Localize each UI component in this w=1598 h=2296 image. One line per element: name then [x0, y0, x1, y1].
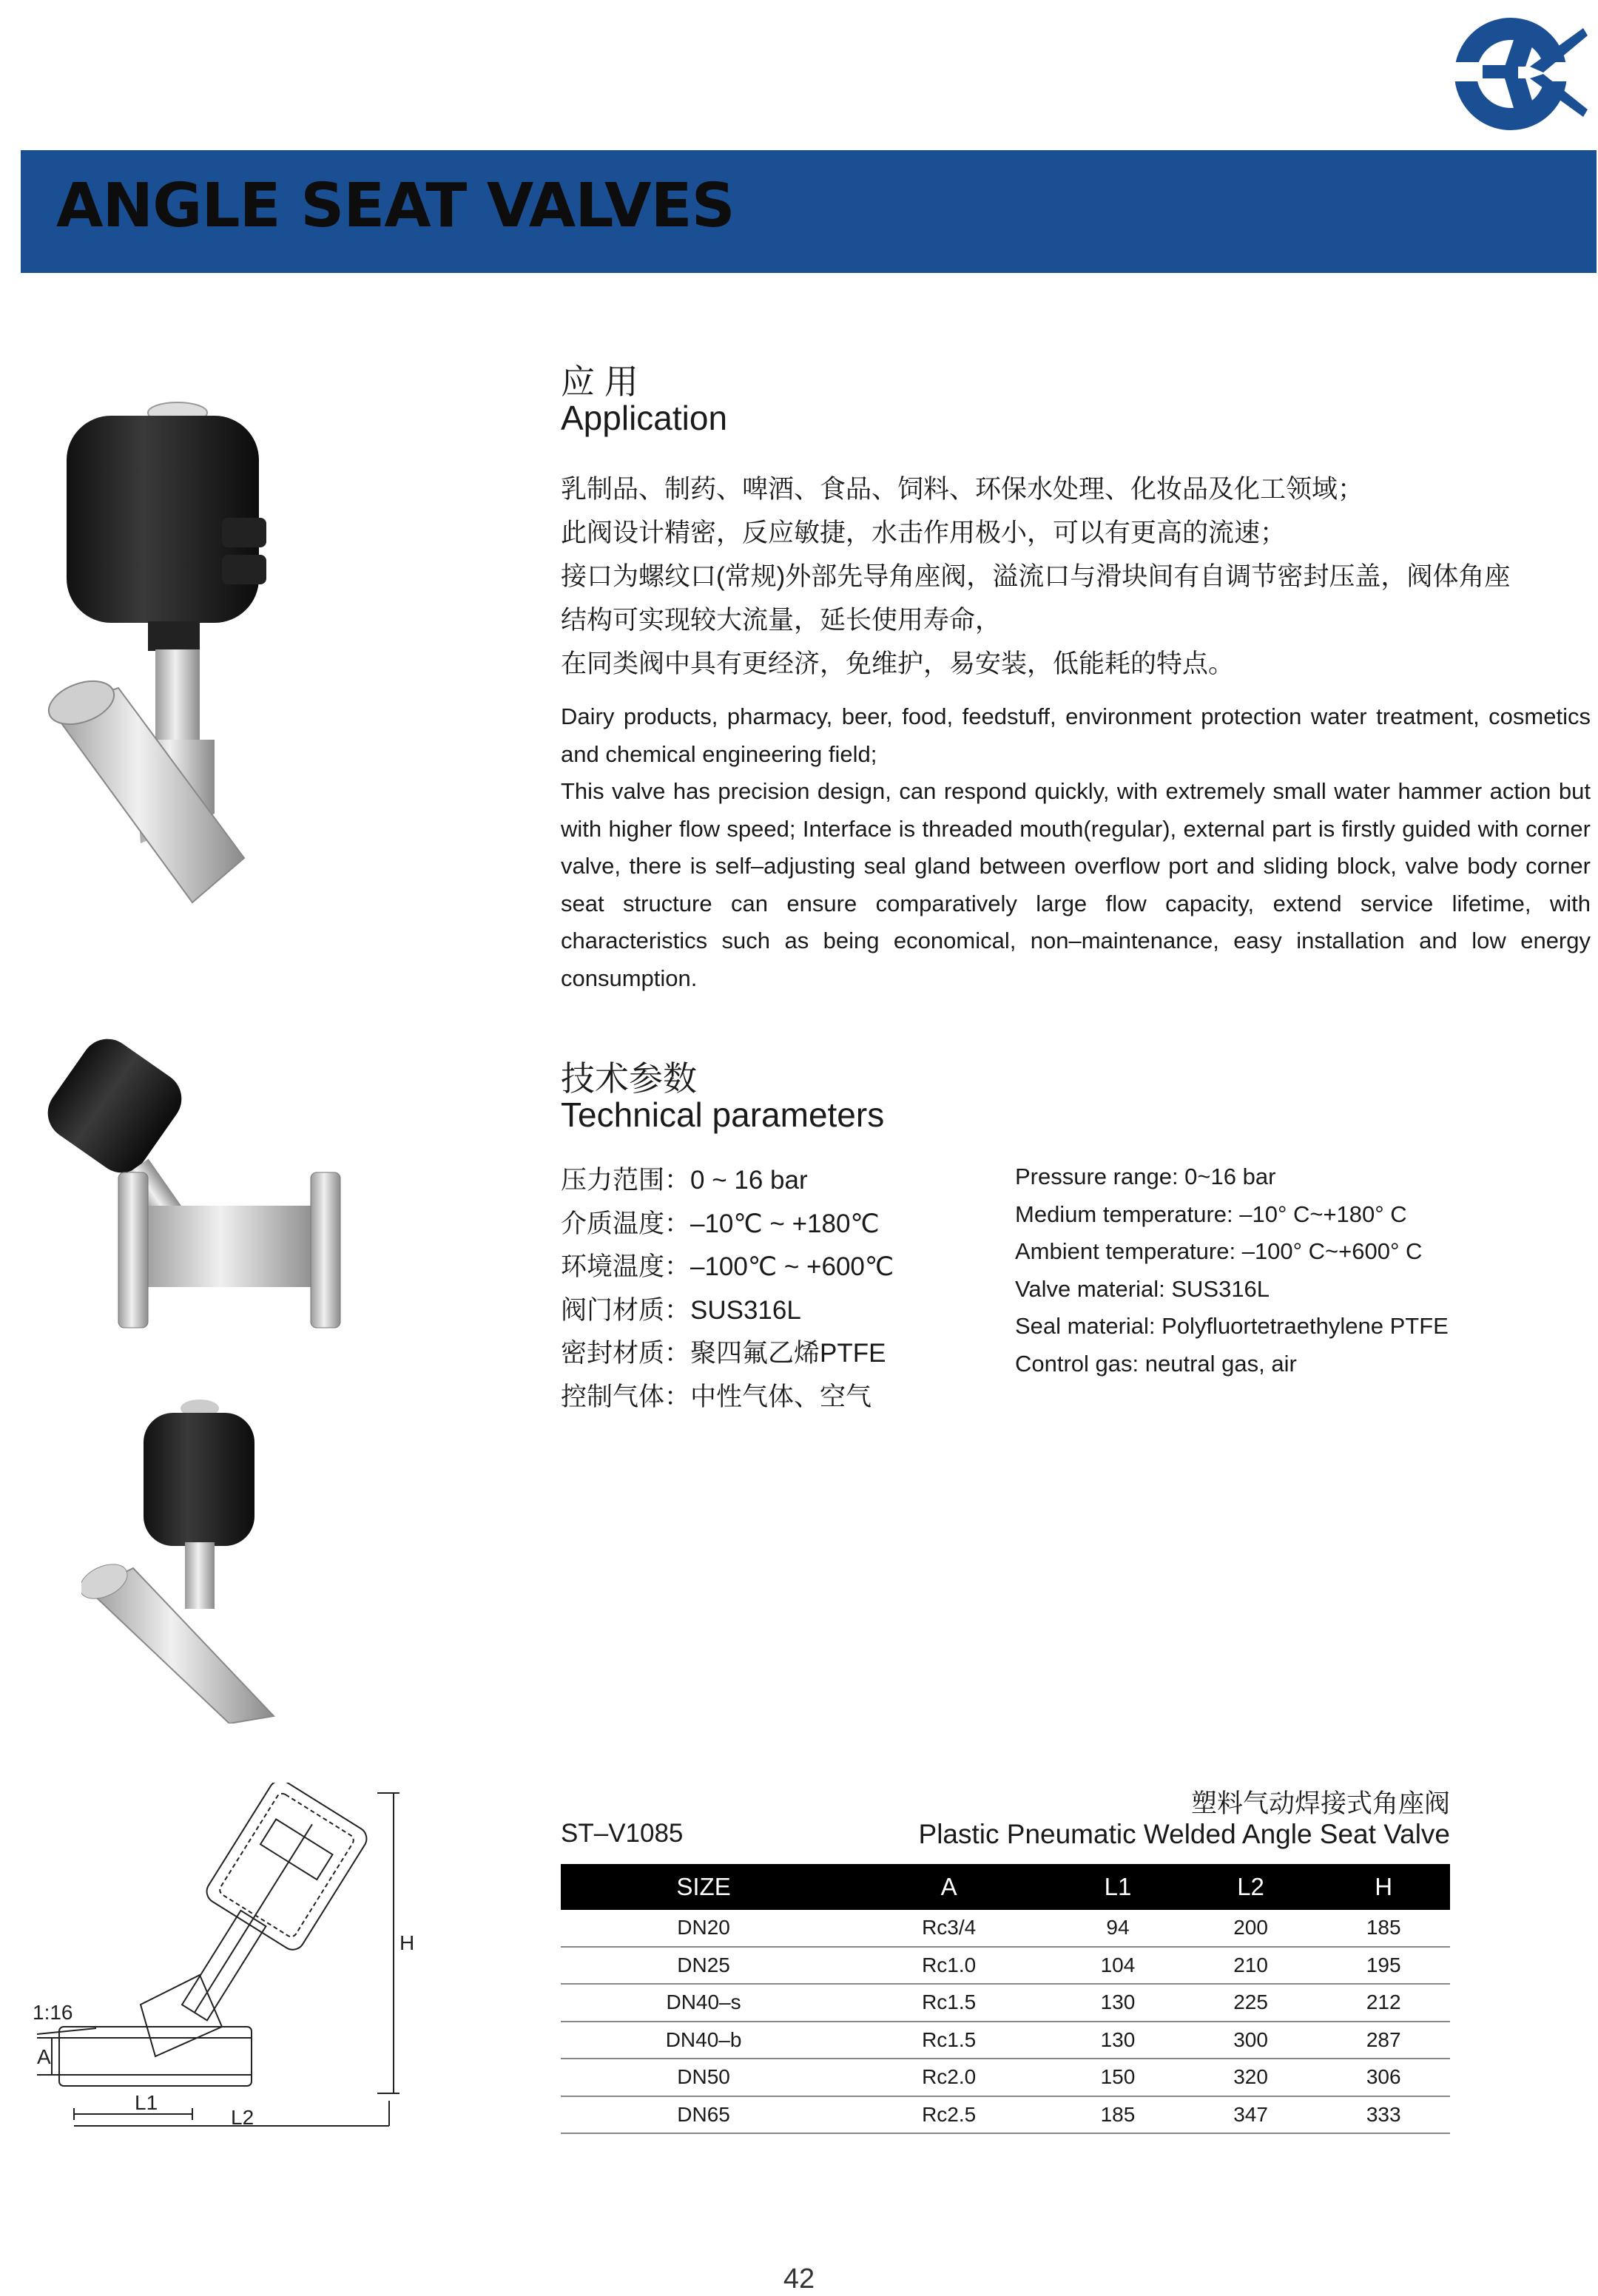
param-en: Pressure range: 0~16 bar: [1015, 1164, 1276, 1189]
table-cell: Rc1.0: [846, 1947, 1051, 1985]
table-row: [561, 2022, 1450, 2059]
table-cell: 130: [1051, 1984, 1184, 2022]
table-cell: Rc1.5: [846, 2022, 1051, 2059]
dimension-table: [561, 1864, 1450, 2134]
application-heading-en: Application: [561, 399, 728, 437]
technical-params-cn: [561, 1159, 894, 1419]
param-cn: 介质温度：–10℃ ~ +180℃: [561, 1209, 880, 1238]
param-en: Seal material: Polyfluortetraethylene PTFE: [1015, 1313, 1449, 1339]
param-en: Valve material: SUS316L: [1015, 1275, 1270, 1302]
technical-heading-en: Technical parameters: [561, 1095, 885, 1134]
product-title-cn: 塑料气动焊接式角座阀: [1190, 1789, 1450, 1818]
valve-dimension-drawing: [30, 1783, 429, 2127]
column-header: L1: [1051, 1864, 1184, 1910]
table-row: [561, 2096, 1450, 2134]
technical-params-en: [1015, 1158, 1449, 1382]
drawing-label-slope: 1:16: [33, 2001, 73, 2024]
table-cell: DN65: [561, 2096, 846, 2134]
table-cell: 347: [1184, 2096, 1318, 2134]
threaded-valve-photo: [37, 399, 289, 932]
flanged-valve-photo: [44, 1036, 370, 1331]
table-cell: 300: [1184, 2022, 1318, 2059]
page-number: 42: [783, 2263, 815, 2295]
technical-heading-cn: 技术参数: [561, 1059, 697, 1098]
product-title-en: Plastic Pneumatic Welded Angle Seat Valve: [918, 1819, 1450, 1849]
table-cell: 333: [1317, 2096, 1450, 2134]
table-cell: Rc1.5: [846, 1984, 1051, 2022]
param-cn: 压力范围：0 ~ 16 bar: [561, 1166, 808, 1195]
title-banner: [21, 150, 1597, 273]
application-heading-cn: 应 用: [561, 362, 638, 401]
application-paragraph-en: Dairy products, pharmacy, beer, food, feedstuff, environment protection water treatment, cosmetics and chemical engineering field;: [561, 703, 1591, 767]
param-en: Ambient temperature: –100° C~+600° C: [1015, 1238, 1423, 1264]
drawing-label-a: A: [37, 2045, 51, 2068]
application-paragraph-en: This valve has precision design, can respond quickly, with extremely small water hammer action but with higher flow speed; Interface is threaded mouth(regular), external part is firstly guided with corner valve, there is self–adjusting seal gland between overflow port and sliding block, valve body corner seat structure can ensure comparatively large flow capacity, extend service lifetime, with characteristics such as being economical, non–maintenance, easy installation and low energy consumption.: [561, 778, 1591, 991]
table-cell: DN50: [561, 2059, 846, 2096]
application-line-cn: 乳制品、制药、啤酒、食品、饲料、环保水处理、化妆品及化工领域；: [561, 475, 1364, 504]
param-cn: 控制气体：中性气体、空气: [561, 1382, 872, 1411]
column-header: A: [846, 1864, 1051, 1910]
param-cn: 环境温度：–100℃ ~ +600℃: [561, 1252, 894, 1281]
table-row: [561, 1910, 1450, 1947]
application-text-en: [561, 698, 1591, 997]
table-cell: 150: [1051, 2059, 1184, 2096]
drawing-label-l2: L2: [231, 2106, 254, 2127]
param-en: Medium temperature: –10° C~+180° C: [1015, 1201, 1407, 1227]
drawing-label-l1: L1: [135, 2091, 158, 2114]
table-cell: 185: [1051, 2096, 1184, 2134]
clamp-valve-photo: [81, 1398, 318, 1723]
table-cell: 210: [1184, 1947, 1318, 1985]
company-logo: [1443, 13, 1591, 135]
table-cell: Rc3/4: [846, 1910, 1051, 1947]
application-line-cn: 接口为螺纹口(常规)外部先导角座阀，溢流口与滑块间有自调节密封压盖，阀体角座: [561, 562, 1511, 591]
table-row: [561, 1984, 1450, 2022]
param-cn: 密封材质：聚四氟乙烯PTFE: [561, 1339, 886, 1368]
table-cell: DN20: [561, 1910, 846, 1947]
table-cell: 287: [1317, 2022, 1450, 2059]
param-cn: 阀门材质：SUS316L: [561, 1295, 801, 1325]
table-cell: Rc2.0: [846, 2059, 1051, 2096]
table-cell: 130: [1051, 2022, 1184, 2059]
page-title: ANGLE SEAT VALVES: [56, 171, 735, 241]
table-cell: 104: [1051, 1947, 1184, 1985]
table-cell: DN25: [561, 1947, 846, 1985]
application-line-cn: 此阀设计精密，反应敏捷，水击作用极小，可以有更高的流速；: [561, 519, 1287, 547]
column-header: H: [1317, 1864, 1450, 1910]
column-header: SIZE: [561, 1864, 846, 1910]
column-header: L2: [1184, 1864, 1318, 1910]
table-cell: DN40–s: [561, 1984, 846, 2022]
table-row: [561, 2059, 1450, 2096]
table-cell: 94: [1051, 1910, 1184, 1947]
product-model: ST–V1085: [561, 1819, 684, 1848]
table-cell: 200: [1184, 1910, 1318, 1947]
table-cell: 225: [1184, 1984, 1318, 2022]
table-cell: 212: [1317, 1984, 1450, 2022]
param-en: Control gas: neutral gas, air: [1015, 1350, 1297, 1377]
table-cell: 320: [1184, 2059, 1318, 2096]
drawing-label-h: H: [400, 1931, 415, 1954]
table-cell: 306: [1317, 2059, 1450, 2096]
table-cell: Rc2.5: [846, 2096, 1051, 2134]
table-header-row: [561, 1864, 1450, 1910]
table-cell: 195: [1317, 1947, 1450, 1985]
application-text-cn: [561, 467, 1597, 686]
application-line-cn: 在同类阀中具有更经济，免维护，易安装，低能耗的特点。: [561, 649, 1235, 678]
table-row: [561, 1947, 1450, 1985]
table-cell: 185: [1317, 1910, 1450, 1947]
application-line-cn: 结构可实现较大流量，延长使用寿命，: [561, 606, 1002, 635]
table-cell: DN40–b: [561, 2022, 846, 2059]
